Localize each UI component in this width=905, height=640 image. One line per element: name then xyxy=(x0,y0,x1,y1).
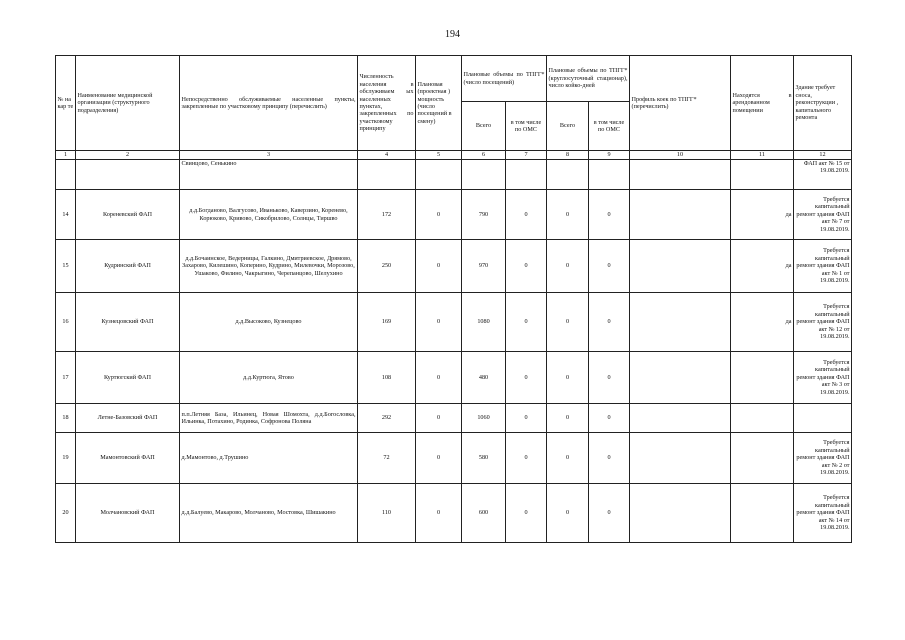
visits-oms-cell: 0 xyxy=(506,484,547,543)
table-row xyxy=(56,433,852,484)
profile-cell xyxy=(630,433,731,484)
repair-cell: Требуется капитальный ремонт здания ФАП акт № 7 от 19.08.2019. xyxy=(794,190,852,240)
column-number: 6 xyxy=(462,151,506,160)
header-visits: Плановые объемы по ТПГГ* (число посещений) xyxy=(462,56,547,102)
visits-oms-cell: 0 xyxy=(506,404,547,433)
column-number: 10 xyxy=(630,151,731,160)
capacity-cell: 0 xyxy=(416,433,462,484)
header-settlements: Непосредственно обслуживаемые населенные пункты, закрепленные по участковому принципу (перечислить) xyxy=(180,56,358,151)
header-visits-oms: в том числе по ОМС xyxy=(506,102,547,151)
column-number: 8 xyxy=(547,151,589,160)
profile-cell xyxy=(630,190,731,240)
beds-oms-cell: 0 xyxy=(589,433,630,484)
column-number-row xyxy=(56,151,852,160)
column-number: 12 xyxy=(794,151,852,160)
visits-total-cell: 580 xyxy=(462,433,506,484)
rented-cell: да xyxy=(731,293,794,352)
visits-total-cell: 1080 xyxy=(462,293,506,352)
column-number: 9 xyxy=(589,151,630,160)
beds-oms-cell: 0 xyxy=(589,352,630,404)
column-number: 11 xyxy=(731,151,794,160)
population-cell: 72 xyxy=(358,433,416,484)
org-name: Летне-Базовский ФАП xyxy=(76,404,180,433)
header-num: № на кар те xyxy=(56,56,76,151)
org-name: Кудринский ФАП xyxy=(76,240,180,293)
table-row xyxy=(56,352,852,404)
repair-cell xyxy=(794,404,852,433)
repair-cell: ФАП акт № 15 от 19.08.2019. xyxy=(794,160,852,190)
table-row xyxy=(56,484,852,543)
row-number: 20 xyxy=(56,484,76,543)
visits-oms-cell: 0 xyxy=(506,240,547,293)
repair-cell: Требуется капитальный ремонт здания ФАП акт № 2 от 19.08.2019. xyxy=(794,433,852,484)
visits-oms-cell: 0 xyxy=(506,433,547,484)
header-profile: Профиль коек по ТПГГ* (перечислить) xyxy=(630,56,731,151)
column-number: 1 xyxy=(56,151,76,160)
settlements-cell: д.д.Балуево, Макарово, Молчаново, Мостовка, Шишакино xyxy=(180,484,358,543)
beds-total-cell: 0 xyxy=(547,433,589,484)
header-beds-total: Всего xyxy=(547,102,589,151)
settlements-cell: д.д.Куртюга, Ятово xyxy=(180,352,358,404)
table-row xyxy=(56,404,852,433)
capacity-cell: 0 xyxy=(416,190,462,240)
profile-cell xyxy=(630,404,731,433)
visits-oms-cell: 0 xyxy=(506,352,547,404)
row-number: 17 xyxy=(56,352,76,404)
rented-cell: да xyxy=(731,190,794,240)
visits-oms-cell: 0 xyxy=(506,190,547,240)
visits-total-cell: 480 xyxy=(462,352,506,404)
header-beds-oms: в том числе по ОМС xyxy=(589,102,630,151)
beds-total-cell: 0 xyxy=(547,293,589,352)
profile-cell xyxy=(630,240,731,293)
capacity-cell: 0 xyxy=(416,240,462,293)
population-cell: 110 xyxy=(358,484,416,543)
column-number: 4 xyxy=(358,151,416,160)
repair-cell: Требуется капитальный ремонт здания ФАП акт № 3 от 19.08.2019. xyxy=(794,352,852,404)
profile-cell xyxy=(630,484,731,543)
column-number: 7 xyxy=(506,151,547,160)
row-number: 16 xyxy=(56,293,76,352)
beds-total-cell: 0 xyxy=(547,352,589,404)
visits-total-cell: 600 xyxy=(462,484,506,543)
visits-total-cell: 970 xyxy=(462,240,506,293)
org-name: Кузнецовский ФАП xyxy=(76,293,180,352)
population-cell: 169 xyxy=(358,293,416,352)
row-number: 15 xyxy=(56,240,76,293)
population-cell: 172 xyxy=(358,190,416,240)
settlements-cell: Свинцово, Сенькино xyxy=(180,160,358,190)
header-capacity: Плановая (проектная ) мощность (число посещений в смену) xyxy=(416,56,462,151)
repair-cell: Требуется капитальный ремонт здания ФАП акт № 12 от 19.08.2019. xyxy=(794,293,852,352)
beds-oms-cell: 0 xyxy=(589,240,630,293)
row-number: 19 xyxy=(56,433,76,484)
beds-oms-cell: 0 xyxy=(589,484,630,543)
row-number: 14 xyxy=(56,190,76,240)
header-visits-total: Всего xyxy=(462,102,506,151)
repair-cell: Требуется капитальный ремонт здания ФАП акт № 1 от 19.08.2019. xyxy=(794,240,852,293)
rented-cell xyxy=(731,433,794,484)
header-population: Численность населения в обслуживаем ых населенных пунктах, закрепленных по участковому принципу xyxy=(358,56,416,151)
repair-cell: Требуется капитальный ремонт здания ФАП акт № 14 от 19.08.2019. xyxy=(794,484,852,543)
capacity-cell: 0 xyxy=(416,404,462,433)
rented-cell xyxy=(731,404,794,433)
profile-cell xyxy=(630,293,731,352)
header-row xyxy=(56,56,852,102)
capacity-cell: 0 xyxy=(416,293,462,352)
table-row xyxy=(56,240,852,293)
beds-oms-cell: 0 xyxy=(589,293,630,352)
beds-oms-cell: 0 xyxy=(589,404,630,433)
beds-total-cell: 0 xyxy=(547,484,589,543)
column-number: 5 xyxy=(416,151,462,160)
population-cell: 250 xyxy=(358,240,416,293)
header-repair: Здание требует сноса, реконструкции , капитального ремонта xyxy=(794,56,852,151)
rented-cell xyxy=(731,352,794,404)
table-row xyxy=(56,293,852,352)
rented-cell xyxy=(731,484,794,543)
population-cell: 108 xyxy=(358,352,416,404)
beds-total-cell: 0 xyxy=(547,190,589,240)
page-number: 194 xyxy=(445,29,460,40)
population-cell: 292 xyxy=(358,404,416,433)
rented-cell: да xyxy=(731,240,794,293)
header-beds: Плановые объемы по ТПГГ* (круглосуточный стационар), число койко-дней xyxy=(547,56,630,102)
beds-oms-cell: 0 xyxy=(589,190,630,240)
header-rented: Находятся в арендованном помещении xyxy=(731,56,794,151)
capacity-cell: 0 xyxy=(416,484,462,543)
column-number: 3 xyxy=(180,151,358,160)
org-name: Мамонтовский ФАП xyxy=(76,433,180,484)
column-number: 2 xyxy=(76,151,180,160)
facilities-table xyxy=(55,55,852,543)
table-row xyxy=(56,190,852,240)
settlements-cell: д.д.Высоково, Кузнецово xyxy=(180,293,358,352)
settlements-cell: д.Мамонтово, д.Трушино xyxy=(180,433,358,484)
visits-total-cell: 790 xyxy=(462,190,506,240)
row-number: 18 xyxy=(56,404,76,433)
beds-total-cell: 0 xyxy=(547,240,589,293)
settlements-cell: д.д.Бочаинское, Ведерницы, Галкино, Дмитриевское, Дрямово, Захарово, Килешино, Коперино, Кудрино, Милевочки, Морозово, Ушаково, Филино, Чакрыгино, Черепанцово, Шелухино xyxy=(180,240,358,293)
org-name: Кореневский ФАП xyxy=(76,190,180,240)
profile-cell xyxy=(630,352,731,404)
org-name: Куртюгский ФАП xyxy=(76,352,180,404)
capacity-cell: 0 xyxy=(416,352,462,404)
org-name: Молчановский ФАП xyxy=(76,484,180,543)
visits-total-cell: 1060 xyxy=(462,404,506,433)
settlements-cell: п.п.Летняя База, Ильинец, Новая Шомохта, д.д.Богословка, Ильинка, Потахино, Родинка, Софронова Поляна xyxy=(180,404,358,433)
settlements-cell: д.д.Богданово, Валгусово, Иваньково, Каверзино, Коренево, Корюково, Кривово, Сикобрилово, Солнцы, Тиршво xyxy=(180,190,358,240)
visits-oms-cell: 0 xyxy=(506,293,547,352)
continuation-row xyxy=(56,160,852,190)
header-org: Наименование медицинской организации (структурного подразделения) xyxy=(76,56,180,151)
beds-total-cell: 0 xyxy=(547,404,589,433)
